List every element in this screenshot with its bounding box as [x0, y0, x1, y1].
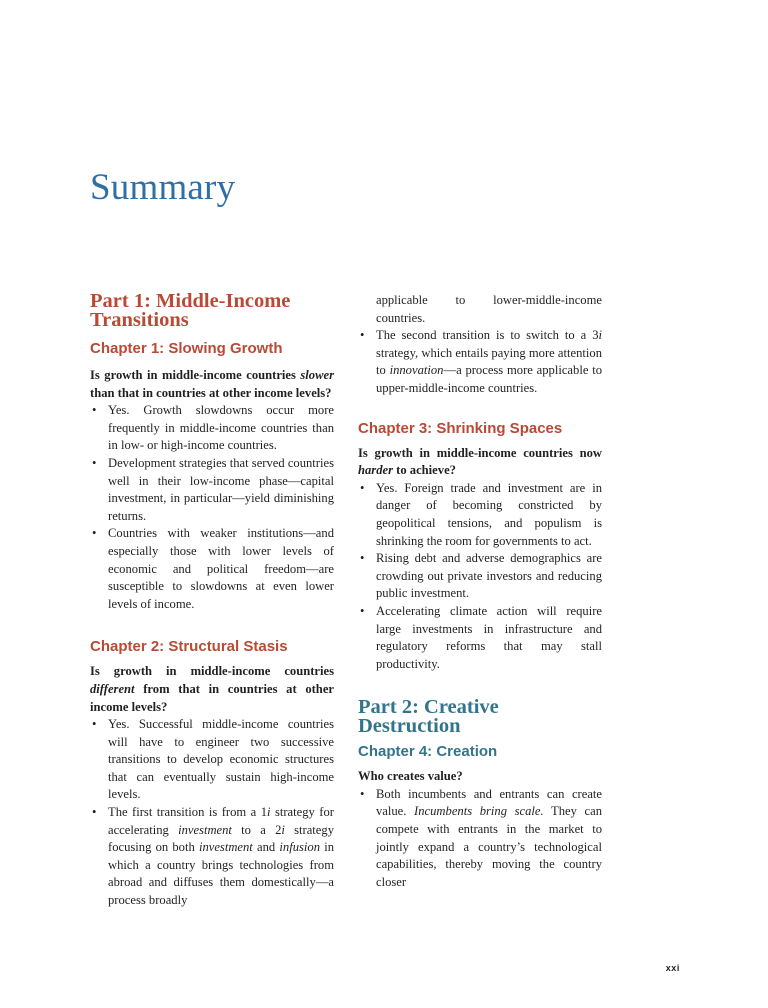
list-item: • The first transition is from a 1i strategy for accelerating investment to a 2i strategy focusing on both investment and infusion in which a country brings technologies from abroad and diffuses them domestically—a process broadly: [90, 804, 334, 910]
right-column: [358, 292, 602, 891]
list-item: • Accelerating climate action will require large investments in infrastructure and regulatory reforms that may stall productivity.: [358, 603, 602, 673]
chapter-2-bullets: [90, 716, 334, 910]
continued-text: applicable to lower-middle-income countries.: [376, 293, 602, 325]
list-item: • The second transition is to switch to a 3i strategy, which entails paying more attention to innovation—a process more applicable to upper-middle-income countries.: [358, 327, 602, 397]
chapter-1-question: Is growth in middle-income countries slower than that in countries at other income levels?: [90, 368, 334, 400]
left-column: [90, 292, 334, 910]
page-title: Summary: [90, 167, 236, 208]
chapter-4-question: Who creates value?: [358, 769, 463, 784]
chapter-1-bullets: [90, 402, 334, 613]
part-2-heading: Part 2: Creative Destruction: [358, 696, 499, 738]
list-item: • Development strategies that served countries well in their low-income phase—capital investment, in particular—yield diminishing returns.: [90, 455, 334, 525]
continued-bullets: [358, 327, 602, 397]
list-item: • Both incumbents and entrants can create value. Incumbents bring scale. They can compete with entrants in the market to jointly expand a country’s technological capabilities, thereby moving the country closer: [358, 786, 602, 892]
list-item: • Countries with weaker institutions—and especially those with lower levels of economic and political freedom—are susceptible to slowdowns at even lower levels of income.: [90, 525, 334, 613]
list-item: • Rising debt and adverse demographics are crowding out private investors and reducing public investment.: [358, 550, 602, 603]
chapter-3-heading: Chapter 3: Shrinking Spaces: [358, 419, 563, 437]
chapter-3-question: Is growth in middle-income countries now harder to achieve?: [358, 445, 602, 478]
chapter-3-bullets: [358, 480, 602, 674]
chapter-2-heading: Chapter 2: Structural Stasis: [90, 638, 288, 656]
chapter-1-heading: Chapter 1: Slowing Growth: [90, 340, 283, 357]
list-item: • Yes. Foreign trade and investment are in danger of becoming constricted by geopolitical tensions, and populism is shrinking the room for governments to act.: [358, 480, 602, 550]
chapter-4-heading: Chapter 4: Creation: [358, 743, 498, 761]
list-item: • Yes. Successful middle-income countries will have to engineer two successive transitions to develop economic structures that can eventually sustain high-income levels.: [90, 716, 334, 804]
page-number: xxi: [665, 963, 680, 973]
part-1-heading: Part 1: Middle-Income Transitions: [90, 290, 291, 331]
chapter-2-question: Is growth in middle-income countries different from that in countries at other income levels?: [90, 664, 334, 714]
chapter-4-bullets: [358, 786, 602, 892]
list-item: • Yes. Growth slowdowns occur more frequently in middle-income countries than in low- or high-income countries.: [90, 402, 334, 455]
